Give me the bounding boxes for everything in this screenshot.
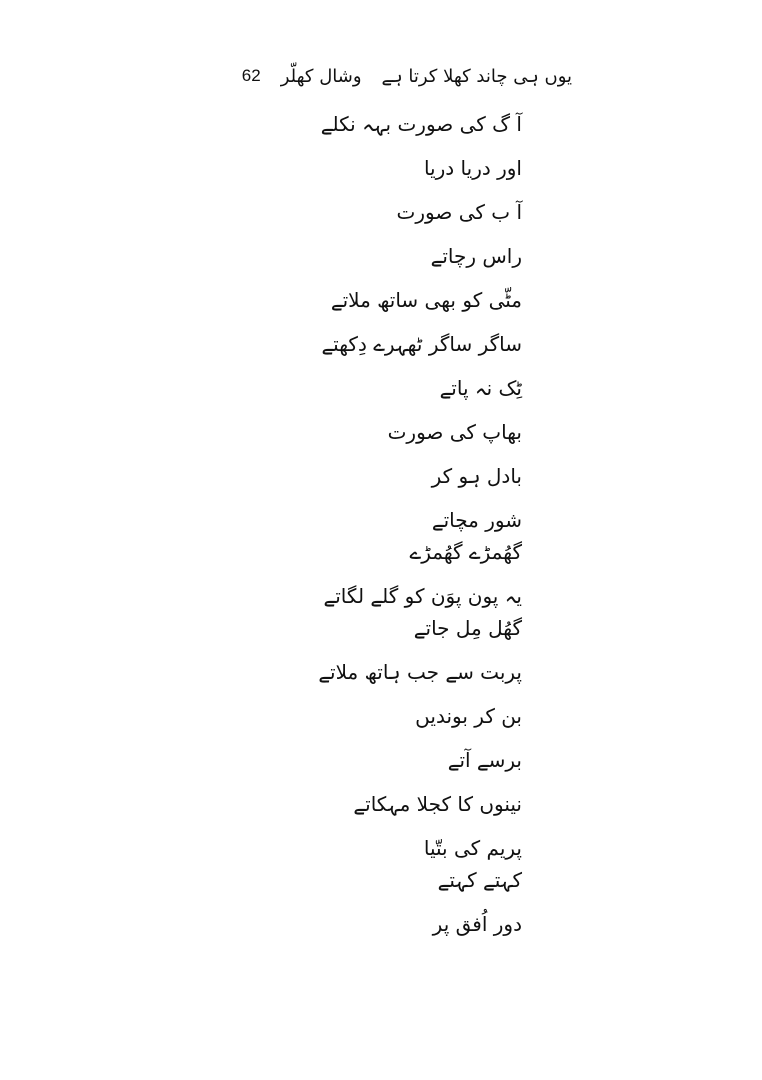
poem-line: برسے آتے [447,748,522,772]
poem-line: کہتے کہتے [437,868,522,892]
poem-line: آ ب کی صورت [396,200,522,224]
poem-line: پریم کی بتّیا [423,836,522,860]
poem-line: آ گ کی صورت بہہ نکلے [320,112,522,136]
poem-line: یہ پون پوَن کو گلے لگاتے [323,584,522,608]
page-header [241,58,572,94]
page-number: 62 [241,66,261,85]
poem-line: شور مچاتے [431,508,522,532]
poem-line: ساگر ساگر ٹھہرے دِکھتے [321,332,522,356]
poem-line: پربت سے جب ہاتھ ملاتے [318,660,522,684]
poem-line: دور اُفق پر [432,912,522,936]
poem-line: بادل ہو کر [431,464,522,488]
poem-body [222,110,522,954]
poem-line: گھُمڑے گھُمڑے [409,540,522,564]
poem-line: بن کر بوندیں [415,704,522,728]
poem-line: اور دریا دریا [423,156,522,180]
poem-line: گھُل مِل جاتے [413,616,522,640]
poem-line: ٹِک نہ پاتے [439,376,522,400]
book-title: یوں ہی چاند کھلا کرتا ہے [381,65,572,87]
poem-line: راس رچاتے [430,244,522,268]
poem-line: مٹّی کو بھی ساتھ ملاتے [330,288,522,312]
poem-line: بھاپ کی صورت [387,420,522,444]
poem-line: نینوں کا کجلا مہکاتے [353,792,522,816]
author-name: وشال کھلّر [280,65,362,87]
